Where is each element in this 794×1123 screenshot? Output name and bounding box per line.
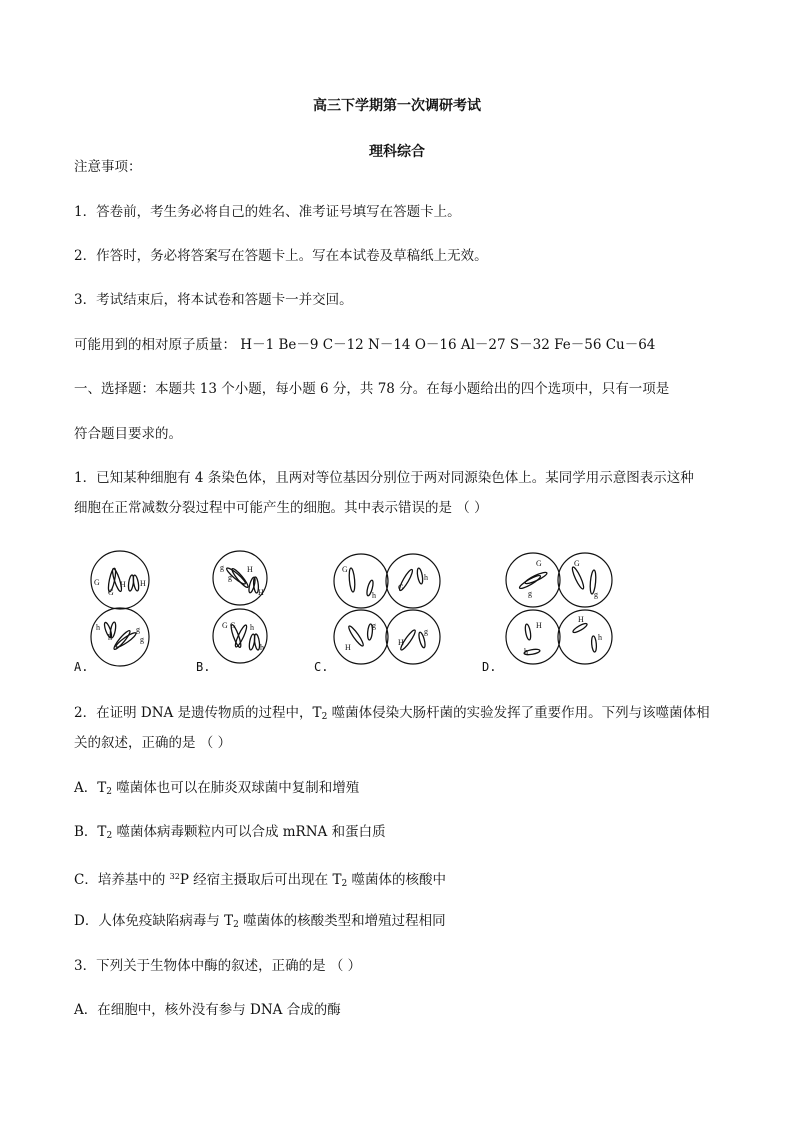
gene-label: h: [108, 633, 112, 642]
option-d-cell-top-right: [558, 553, 612, 607]
option-c-cell-bottom-left: [334, 610, 388, 664]
option-a-cell-top: [91, 551, 149, 609]
option-text: D．人体免疫缺陷病毒与 T: [74, 913, 234, 929]
option-d-cell-bottom-right: [558, 610, 612, 664]
option-text: B．T: [74, 824, 107, 840]
gene-label: G: [398, 583, 404, 592]
gene-label: H: [120, 580, 126, 589]
option-text: P 经宿主摄取后可出现在 T: [179, 872, 342, 888]
option-c-cell-top-left: [334, 554, 388, 608]
gene-label: g: [228, 573, 232, 582]
q1-stem-line2: 细胞在正常减数分裂过程中可能产生的细胞。其中表示错误的是 （ ）: [74, 500, 488, 516]
q2-stem-part: 2．在证明 DNA 是遗传物质的过程中，T: [74, 705, 322, 721]
option-c-cell-top-right: [386, 554, 440, 608]
q1-option-a[interactable]: A.: [74, 660, 89, 674]
option-text: A．T: [74, 780, 107, 796]
subscript: 2: [106, 787, 112, 797]
gene-label: g: [136, 625, 140, 634]
option-b-cell-top: [213, 551, 267, 605]
atomic-masses: 可能用到的相对原子质量： H－1 Be－9 C－12 N－14 O－16 Al－27 S－32 Fe－56 Cu－64: [74, 337, 656, 353]
gene-label: G: [536, 559, 542, 568]
q1-option-d[interactable]: D.: [482, 660, 497, 674]
option-text: 噬菌体的核酸中: [347, 872, 447, 888]
gene-label: H: [247, 565, 253, 574]
gene-label: G: [222, 621, 228, 630]
notice-heading: 注意事项：: [74, 159, 142, 175]
q1-stem-line1: 1．已知某种细胞有 4 条染色体，且两对等位基因分别位于两对同源染色体上。某同学用示意图表示这种: [74, 470, 694, 486]
q2-stem-line2: 关的叙述，正确的是 （ ）: [74, 735, 232, 751]
gene-label: h: [598, 633, 602, 642]
subscript: 2: [233, 920, 239, 930]
option-text: 噬菌体的核酸类型和增殖过程相同: [238, 913, 446, 929]
gene-label: g: [220, 563, 224, 572]
q1-option-b[interactable]: B.: [196, 660, 211, 674]
gene-label: h: [96, 623, 100, 632]
option-a-cell-bottom: [91, 608, 149, 666]
gene-label: h: [524, 647, 528, 656]
notice-item-3: 3．考试结束后，将本试卷和答题卡一并交回。: [74, 292, 353, 308]
option-text: 噬菌体病毒颗粒内可以合成 mRNA 和蛋白质: [112, 824, 386, 840]
section1-instruction-line1: 一、选择题：本题共 13 个小题，每小题 6 分，共 78 分。在每小题给出的四个选项中，只有一项是: [74, 381, 670, 397]
exam-subject: 理科综合: [369, 144, 425, 160]
notice-item-1: 1．答卷前，考生务必将自己的姓名、准考证号填写在答题卡上。: [74, 204, 461, 220]
gene-label: H: [578, 615, 584, 624]
gene-label: g: [424, 627, 428, 636]
gene-label: h: [250, 623, 254, 632]
q3-option-a[interactable]: A．在细胞中，核外没有参与 DNA 合成的酶: [74, 1002, 341, 1018]
gene-label: g: [372, 621, 376, 630]
gene-label: h: [260, 643, 264, 652]
subscript: 2: [321, 712, 328, 722]
gene-label: h: [424, 573, 428, 582]
option-text: 噬菌体也可以在肺炎双球菌中复制和增殖: [112, 780, 360, 796]
gene-label: H: [258, 588, 264, 597]
gene-label: H: [140, 579, 146, 588]
gene-label: G: [574, 559, 580, 568]
gene-label: G: [342, 565, 348, 574]
option-c-cell-bottom-right: [386, 610, 440, 664]
q2-option-d[interactable]: [74, 911, 446, 935]
gene-label: H: [398, 638, 404, 647]
q2-stem-part: 噬菌体侵染大肠杆菌的实验发挥了重要作用。下列与该噬菌体相: [327, 705, 710, 721]
gene-label: G: [94, 578, 100, 587]
superscript: 32: [169, 872, 180, 881]
gene-label: g: [140, 635, 144, 644]
option-text: C．培养基中的: [74, 872, 170, 888]
notice-item-2: 2．作答时，务必将答案写在答题卡上。写在本试卷及草稿纸上无效。: [74, 248, 488, 264]
gene-label: g: [528, 589, 532, 598]
subscript: 2: [106, 831, 113, 841]
gene-label: G: [230, 621, 236, 630]
q3-stem: 3．下列关于生物体中酶的叙述，正确的是 （ ）: [74, 958, 362, 974]
q2-option-a[interactable]: [74, 778, 359, 802]
q2-option-c[interactable]: [74, 867, 446, 894]
gene-label: G: [108, 588, 114, 597]
q2-option-b[interactable]: [74, 822, 386, 846]
gene-label: H: [345, 643, 351, 652]
gene-label: h: [372, 591, 376, 600]
option-b-cell-bottom: [213, 609, 267, 663]
exam-title: 高三下学期第一次调研考试: [313, 98, 481, 114]
option-d-cell-bottom-left: [506, 610, 560, 664]
q2-stem-line1: [74, 703, 710, 727]
q1-option-c[interactable]: C.: [314, 660, 329, 674]
gene-label: H: [536, 621, 542, 630]
section1-instruction-line2: 符合题目要求的。: [74, 426, 182, 442]
gene-label: g: [594, 590, 598, 599]
subscript: 2: [341, 879, 348, 889]
option-d-cell-top-left: [506, 553, 560, 607]
